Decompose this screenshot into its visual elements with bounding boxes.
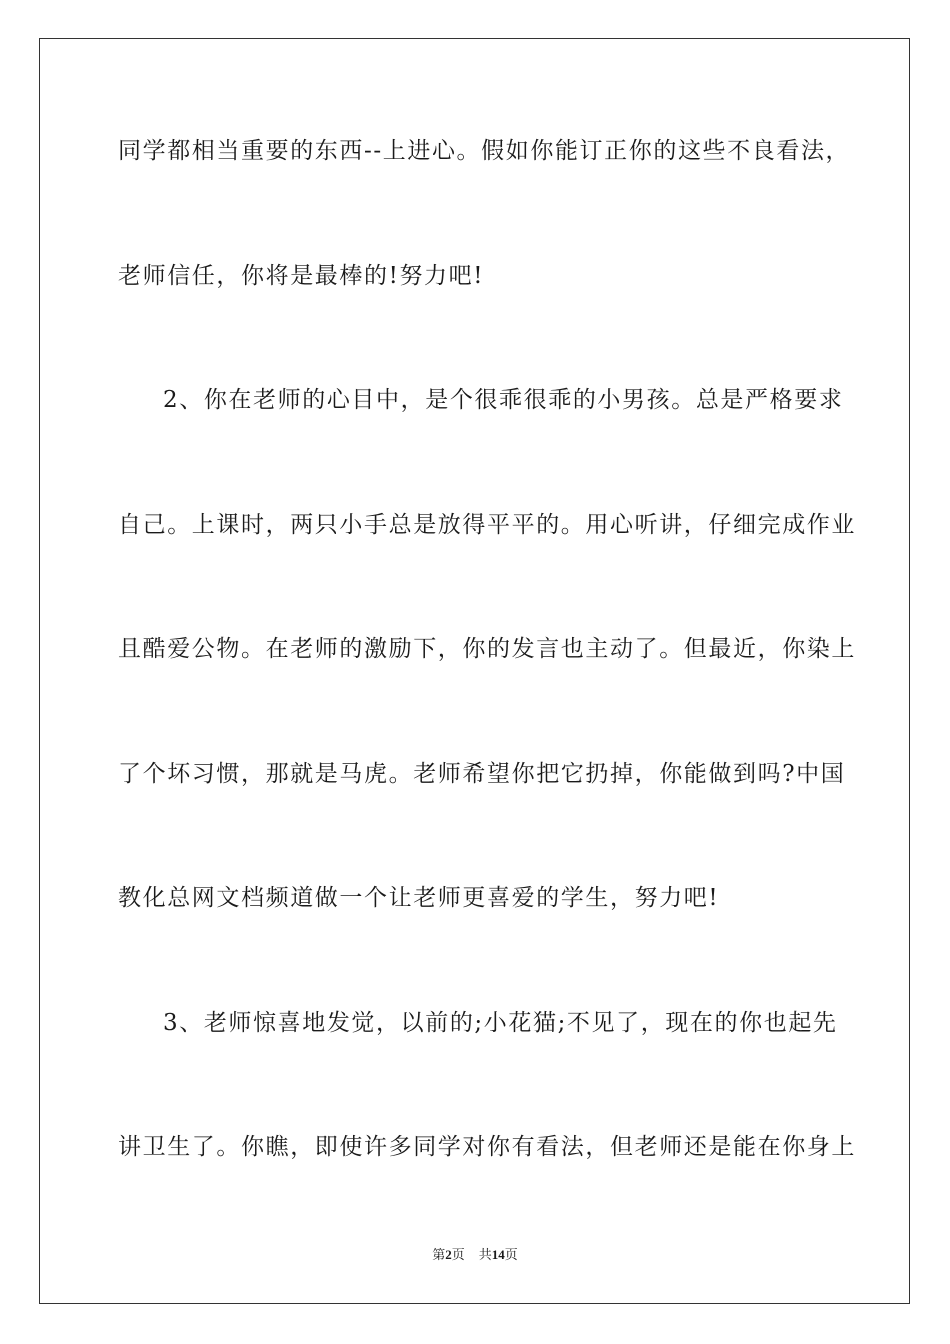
text-line-1: 同学都相当重要的东西--上进心。假如你能订正你的这些不良看法， bbox=[118, 138, 851, 164]
page-current: 2 bbox=[445, 1247, 452, 1262]
text-line-4: 自己。上课时，两只小手总是放得平平的。用心听讲，仔细完成作业 bbox=[118, 512, 856, 538]
text-line-3: 2、你在老师的心目中，是个很乖很乖的小男孩。总是严格要求 bbox=[163, 387, 844, 413]
text-line-2: 老师信任，你将是最棒的!努力吧! bbox=[118, 263, 485, 289]
page-border bbox=[39, 38, 910, 1304]
text-line-8: 3、老师惊喜地发觉，以前的;小花猫;不见了，现在的你也起先 bbox=[163, 1010, 838, 1036]
total-suffix: 页 bbox=[504, 1247, 518, 1262]
page-total: 14 bbox=[491, 1247, 505, 1262]
text-line-6: 了个坏习惯，那就是马虎。老师希望你把它扔掉，你能做到吗?中国 bbox=[118, 761, 846, 787]
total-prefix: 共 bbox=[478, 1247, 492, 1262]
page-suffix: 页 bbox=[451, 1247, 465, 1262]
text-line-9: 讲卫生了。你瞧，即使许多同学对你有看法，但老师还是能在你身上 bbox=[118, 1134, 856, 1160]
page-prefix: 第 bbox=[432, 1247, 446, 1262]
text-line-7: 教化总网文档频道做一个让老师更喜爱的学生，努力吧! bbox=[118, 885, 720, 911]
text-line-5: 且酷爱公物。在老师的激励下，你的发言也主动了。但最近，你染上 bbox=[118, 636, 856, 662]
page-footer bbox=[0, 1246, 950, 1264]
